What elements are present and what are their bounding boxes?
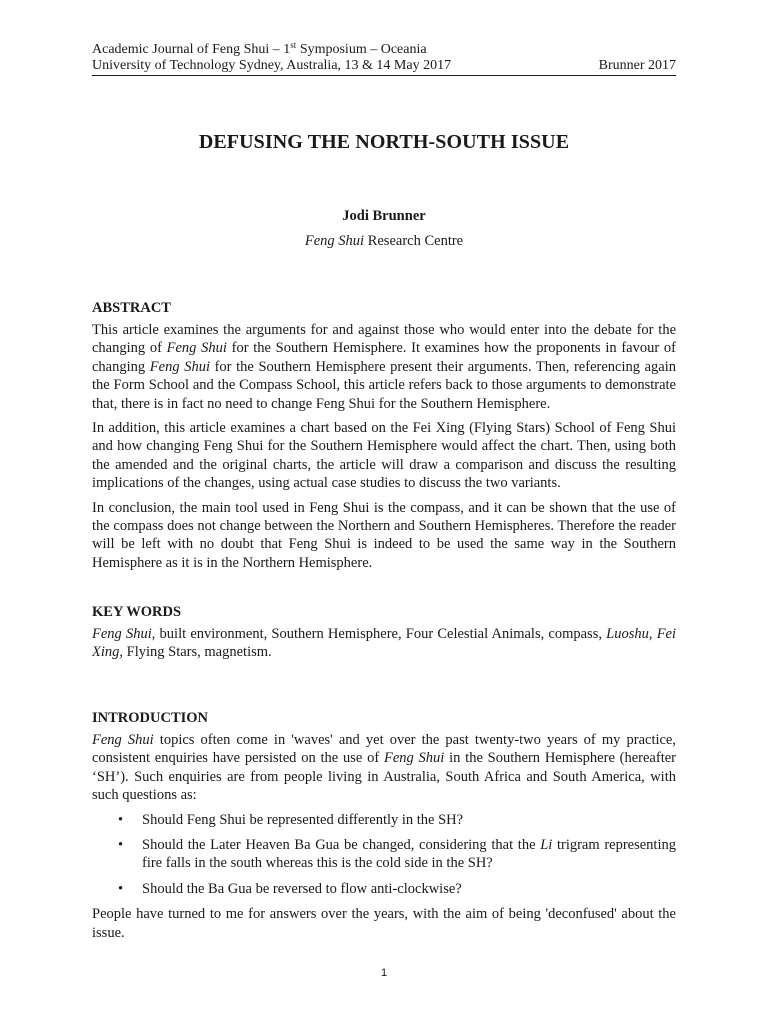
bullet-icon: •: [118, 837, 124, 854]
list-item: • Should the Later Heaven Ba Gua be changed, considering that the Li trigram representing fire falls in the south whereas this is the cold side in the SH?: [118, 837, 676, 872]
introduction-paragraph-2: People have turned to me for answers over the years, with the aim of being 'deconfused' about the issue.: [92, 906, 676, 941]
question-list: [92, 811, 676, 899]
abstract-paragraph-2: In addition, this article examines a chart based on the Fei Xing (Flying Stars) School of Feng Shui and how changing Feng Shui for the Southern Hemisphere would affect the chart. Then, using both the amended and the original charts, the article will draw a comparison and discuss the resulting implications of the changes, using actual case studies to discuss the two variants.: [92, 420, 676, 492]
abstract-heading: ABSTRACT: [92, 300, 171, 316]
header-venue: University of Technology Sydney, Australia, 13 & 14 May 2017: [92, 58, 452, 73]
list-item: • Should the Ba Gua be reversed to flow anti-clockwise?: [118, 880, 462, 897]
header-journal-line: Academic Journal of Feng Shui – 1st Symposium – Oceania: [92, 40, 427, 57]
bullet-icon: •: [118, 811, 124, 828]
introduction-heading: INTRODUCTION: [92, 710, 209, 726]
introduction-section: [92, 709, 676, 948]
header-venue-line: [92, 58, 676, 76]
page-number: 1: [380, 967, 388, 979]
keywords-list: Feng Shui, built environment, Southern Hemisphere, Four Celestial Animals, compass, Luoshu, Fei Xing, Flying Stars, magnetism.: [92, 626, 677, 661]
author-name: Jodi Brunner: [342, 208, 426, 224]
keywords-section: [92, 603, 676, 668]
abstract-section: [92, 299, 676, 578]
abstract-paragraph-3: In conclusion, the main tool used in Feng Shui is the compass, and it can be shown that the use of the compass does not change between the Northern and Southern Hemispheres. Therefore the reader will be left with no doubt that Feng Shui is indeed to be used the same way in the Southern Hemisphere as it is in the Northern Hemisphere.: [92, 499, 676, 571]
list-item: • Should Feng Shui be represented differently in the SH?: [118, 811, 464, 828]
paper-title: DEFUSING THE NORTH-SOUTH ISSUE: [198, 131, 570, 153]
abstract-paragraph-1: This article examines the arguments for and against those who would enter into the debate for the changing of Feng Shui for the Southern Hemisphere. It examines how the proponents in favour of changing Feng Shui for the Southern Hemisphere present their arguments. Then, referencing again the Form School and the Compass School, this article refers back to those arguments to demonstrate that, there is in fact no need to change Feng Shui for the Southern Hemisphere.: [92, 322, 677, 412]
introduction-paragraph-1: Feng Shui topics often come in 'waves' and yet over the past twenty-two years of my practice, consistent enquiries have persisted on the use of Feng Shui in the Southern Hemisphere (hereafter ‘SH’). Such enquiries are from people living in Australia, South Africa and South America, with such questions as:: [92, 732, 676, 804]
running-header: [92, 42, 676, 76]
bullet-icon: •: [118, 880, 124, 897]
author-affiliation: Feng Shui Research Centre: [304, 233, 464, 249]
ordinal-superscript: st: [290, 40, 297, 50]
keywords-heading: KEY WORDS: [92, 604, 182, 620]
header-author-year: Brunner 2017: [598, 58, 676, 73]
